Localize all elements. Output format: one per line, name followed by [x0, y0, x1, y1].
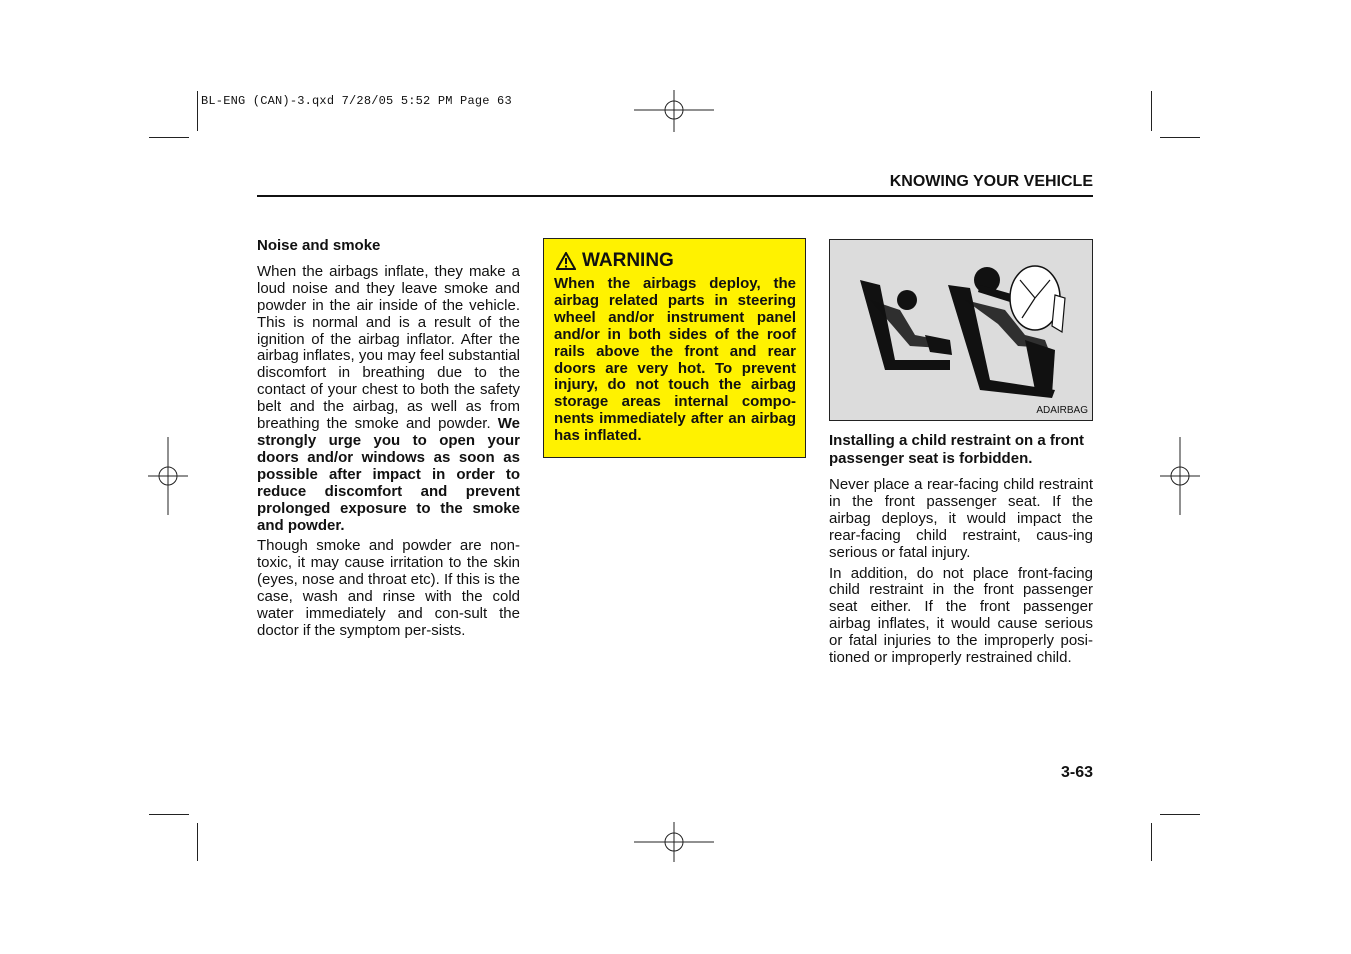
figure-label: ADAIRBAG — [1036, 405, 1088, 416]
warning-title-text: WARNING — [582, 250, 674, 271]
registration-mark-top — [634, 90, 714, 132]
airbag-figure — [829, 239, 1093, 421]
warning-text: When the airbags deploy, the airbag related parts in steering wheel and/or instrument panel and/or in both sides of the roof rails above the front and rear doors are very hot. To prevent injury, do not touch the airbag storage areas internal compo-nents immediately after an airbag has inflated. — [554, 275, 796, 445]
child-restraint-heading: Installing a child restraint on a front passenger seat is forbidden. — [829, 432, 1085, 467]
left-column — [257, 238, 520, 644]
registration-mark-right — [1160, 437, 1200, 515]
print-slug: BL-ENG (CAN)-3.qxd 7/28/05 5:52 PM Page 63 — [201, 94, 512, 108]
right-column — [829, 432, 1093, 671]
warning-box — [543, 238, 806, 458]
header-rule — [257, 195, 1093, 197]
noise-smoke-bold-text: We strongly urge you to open your doors and/or windows as soon as possible after impact in order to reduce discomfort and prevent prolonged exposure to the smoke and powder. — [257, 415, 520, 534]
registration-mark-left — [148, 437, 188, 515]
noise-smoke-heading: Noise and smoke — [257, 237, 381, 254]
warning-triangle-icon — [556, 252, 576, 270]
noise-smoke-text: When the airbags inflate, they make a loud noise and they leave smoke and powder in the air inside of the vehicle. This is normal and is a result of the ignition of the airbag inflator. After the airbag inflates, you may feel substantial discomfort in breathing due to the contact of your chest to both the safety belt and the airbag, as well as from breathing the smoke and powder. — [257, 262, 520, 433]
airbag-icon — [1010, 266, 1065, 332]
smoke-powder-paragraph: Though smoke and powder are non-toxic, it may cause irritation to the skin (eyes, nose and throat etc). If this is the case, wash and rinse with the cold water immediately and con-sult the doctor if the symptom per-sists. — [257, 537, 520, 639]
rear-seat-child-icon — [860, 280, 952, 370]
warning-title — [556, 250, 674, 272]
section-title: KNOWING YOUR VEHICLE — [889, 173, 1093, 190]
noise-smoke-paragraph — [257, 264, 520, 535]
page-number: 3-63 — [1060, 764, 1093, 781]
front-facing-paragraph: In addition, do not place front-facing child restraint in the front passenger seat either. If the front passenger airbag inflates, it would cause serious or fatal injuries to the improperly posi-tioned or improperly restrained child. — [829, 564, 1093, 667]
rear-facing-paragraph: Never place a rear-facing child restraint in the front passenger seat. If the airbag deploys, it would impact the rear-facing child restraint, caus-ing serious or fatal injury. — [829, 476, 1093, 561]
registration-mark-bottom — [634, 822, 714, 862]
child-seat-illustration — [830, 240, 1092, 420]
